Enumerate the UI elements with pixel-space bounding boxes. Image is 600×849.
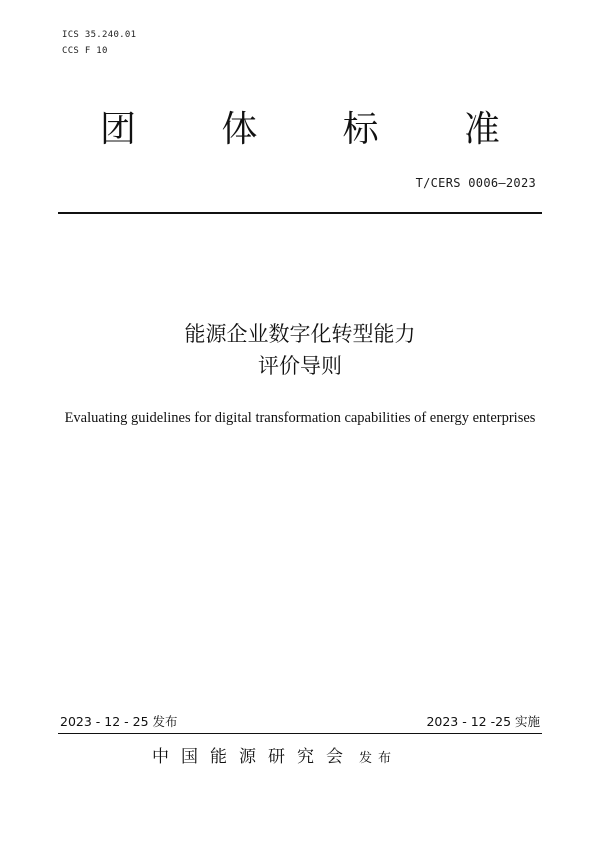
top-divider (58, 212, 542, 214)
title-char: 团 (100, 109, 137, 150)
chinese-title (0, 318, 600, 382)
title-char: 标 (342, 109, 379, 150)
publish-label: 发布 (359, 751, 398, 766)
title-char: 准 (463, 109, 500, 150)
chinese-title-line-2: 评价导则 (258, 354, 342, 378)
publisher-line (152, 742, 397, 767)
english-title: Evaluating guidelines for digital transformation capabilities of energy enterprises (64, 410, 536, 426)
ics-code: ICS 35.240.01 (62, 30, 137, 40)
publish-date: 2023 - 12 - 25 发布 (60, 714, 178, 729)
publisher-name: 中国能源研究会 (152, 747, 355, 767)
bottom-divider (58, 733, 542, 734)
title-char: 体 (221, 109, 258, 150)
effective-date: 2023 - 12 -25 实施 (426, 714, 540, 729)
document-type-title (100, 110, 500, 150)
standard-number: T/CERS 0006—2023 (415, 176, 536, 190)
ccs-code: CCS F 10 (62, 46, 108, 56)
chinese-title-line-1: 能源企业数字化转型能力 (184, 322, 416, 346)
